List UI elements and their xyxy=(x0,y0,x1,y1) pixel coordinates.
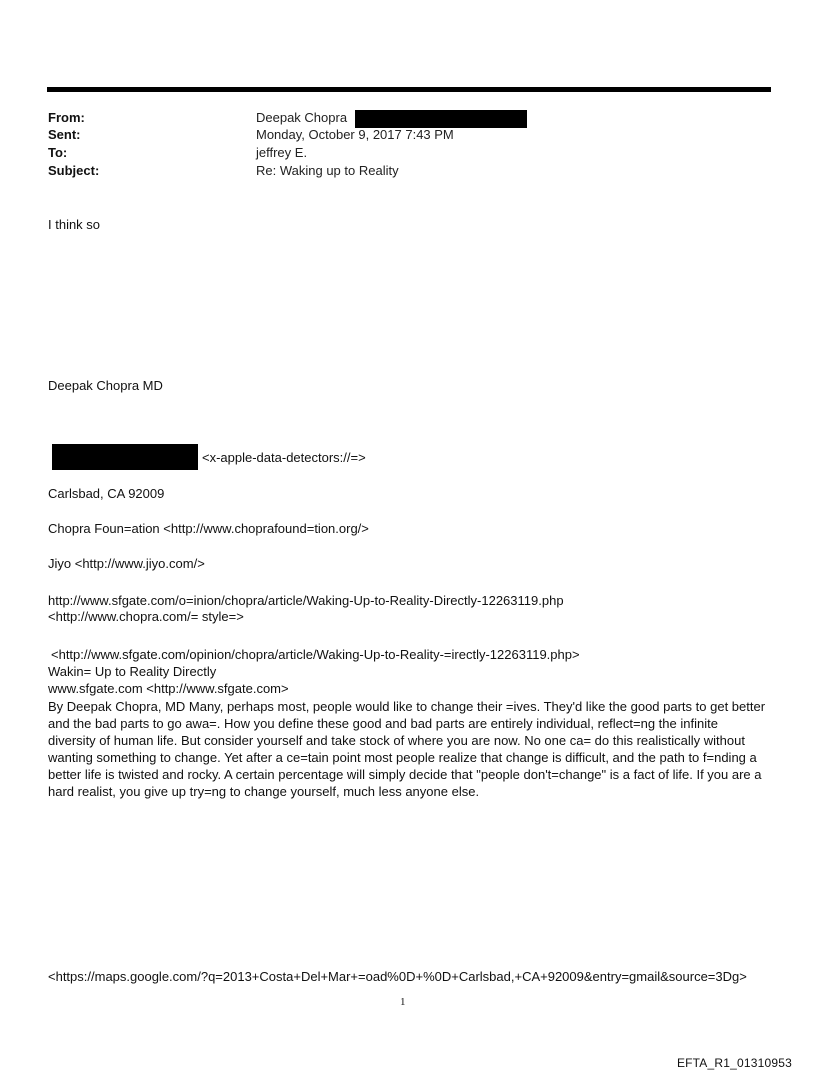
header-rule xyxy=(47,87,771,92)
greeting-text: I think so xyxy=(48,217,101,232)
article-site[interactable]: www.sfgate.com <http://www.sfgate.com> xyxy=(48,681,289,696)
page-number: 1 xyxy=(400,996,406,1008)
sent-value: Monday, October 9, 2017 7:43 PM xyxy=(256,127,454,142)
redaction-email xyxy=(355,110,527,128)
foundation-line[interactable]: Chopra Foun=ation <http://www.choprafound=tion.org/> xyxy=(48,521,369,536)
signature-name: Deepak Chopra MD xyxy=(48,378,163,393)
address-detector-text: <x-apple-data-detectors://=> xyxy=(202,450,366,465)
city-line: Carlsbad, CA 92009 xyxy=(48,486,165,501)
from-label: From: xyxy=(48,110,85,125)
sfgate-link-1[interactable]: http://www.sfgate.com/o=inion/chopra/article/Waking-Up-to-Reality-Directly-12263119.php xyxy=(48,593,564,608)
jiyo-line[interactable]: Jiyo <http://www.jiyo.com/> xyxy=(48,556,205,571)
subject-label: Subject: xyxy=(48,163,100,178)
bates-number: EFTA_R1_01310953 xyxy=(676,1056,792,1070)
to-label: To: xyxy=(48,145,68,160)
address-line xyxy=(52,444,366,470)
chopra-style-line[interactable]: <http://www.chopra.com/= style=> xyxy=(48,609,244,624)
article-excerpt: By Deepak Chopra, MD Many, perhaps most, people would like to change their =ives. They'd like the good parts to get better and the bad parts to go awa=. How you define these good and bad parts are entirely individual, reflect=ng the infinite diversity of human life. But consider yourself and take stock of where you are now. No one ca= do this realistically without wanting something to change. Yet after a ce=tain point most people realize that change is difficult, and the path to f=nding a better life is twisted and rocky. A certain percentage will simply decide that "people don't=change" is a fact of life. If you are a hard realist, you give up try=ng to change yourself, much less anyone else. xyxy=(48,699,766,799)
from-name: Deepak Chopra xyxy=(256,110,348,125)
article-title: Wakin= Up to Reality Directly xyxy=(48,664,217,679)
sent-label: Sent: xyxy=(48,127,81,142)
subject-value: Re: Waking up to Reality xyxy=(256,163,399,178)
redaction-address xyxy=(52,444,198,470)
to-value: jeffrey E. xyxy=(256,145,308,160)
sfgate-link-2[interactable]: <http://www.sfgate.com/opinion/chopra/article/Waking-Up-to-Reality-=irectly-12263119.php> xyxy=(51,647,580,662)
from-value xyxy=(256,110,527,128)
maps-link[interactable]: <https://maps.google.com/?q=2013+Costa+Del+Mar+=oad%0D+%0D+Carlsbad,+CA+92009&entry=gmail&source=3Dg> xyxy=(48,969,747,984)
